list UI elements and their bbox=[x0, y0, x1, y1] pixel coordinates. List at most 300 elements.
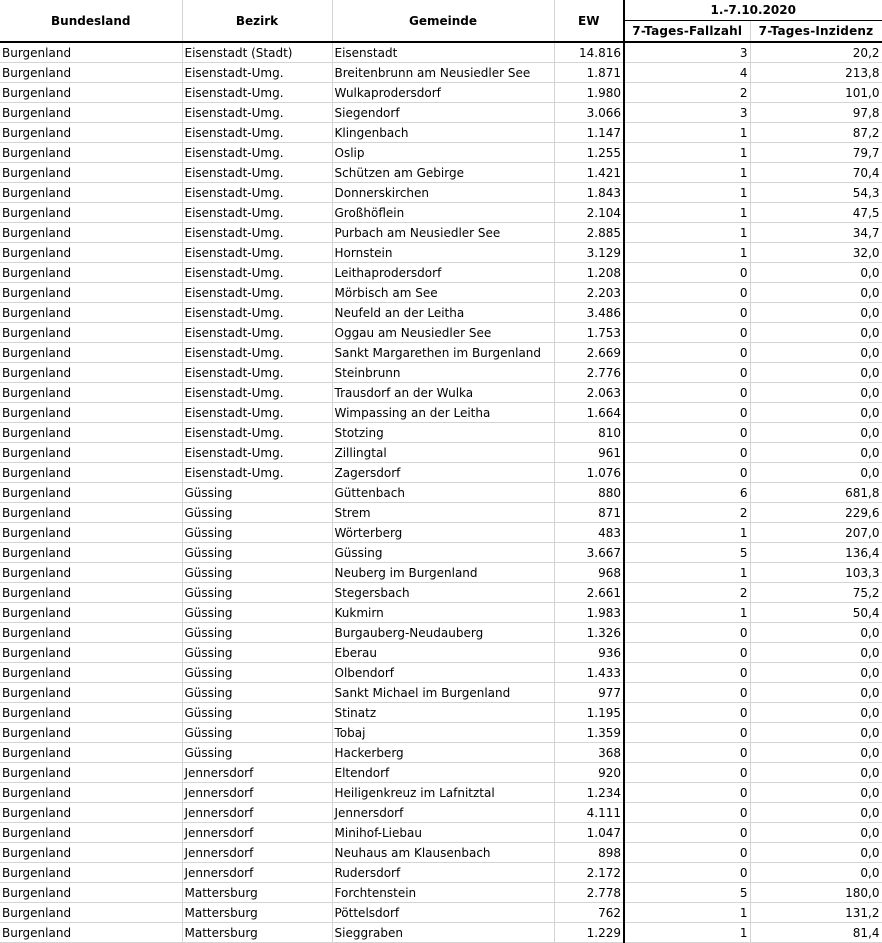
cell-fallzahl: 0 bbox=[624, 703, 750, 723]
cell-inzidenz: 0,0 bbox=[750, 463, 882, 483]
table-row bbox=[0, 223, 882, 243]
table-row bbox=[0, 363, 882, 383]
table-row bbox=[0, 463, 882, 483]
cell-ew: 1.664 bbox=[554, 403, 624, 423]
cell-ew: 961 bbox=[554, 443, 624, 463]
cell-bezirk: Güssing bbox=[182, 623, 332, 643]
cell-ew: 1.359 bbox=[554, 723, 624, 743]
cell-ew: 968 bbox=[554, 563, 624, 583]
table-row bbox=[0, 843, 882, 863]
cell-inzidenz: 47,5 bbox=[750, 203, 882, 223]
cell-bezirk: Jennersdorf bbox=[182, 843, 332, 863]
cell-bundesland: Burgenland bbox=[0, 563, 182, 583]
cell-inzidenz: 0,0 bbox=[750, 383, 882, 403]
header-period: 1.-7.10.2020 bbox=[624, 0, 882, 21]
cell-inzidenz: 213,8 bbox=[750, 63, 882, 83]
cell-ew: 2.669 bbox=[554, 343, 624, 363]
cell-bezirk: Jennersdorf bbox=[182, 763, 332, 783]
cell-bezirk: Jennersdorf bbox=[182, 863, 332, 883]
cell-fallzahl: 0 bbox=[624, 323, 750, 343]
cell-bezirk: Mattersburg bbox=[182, 923, 332, 943]
cell-inzidenz: 0,0 bbox=[750, 263, 882, 283]
cell-gemeinde: Wulkaprodersdorf bbox=[332, 83, 554, 103]
cell-ew: 1.076 bbox=[554, 463, 624, 483]
cell-gemeinde: Sankt Margarethen im Burgenland bbox=[332, 343, 554, 363]
cell-bezirk: Güssing bbox=[182, 563, 332, 583]
cell-bundesland: Burgenland bbox=[0, 603, 182, 623]
table-row bbox=[0, 883, 882, 903]
cell-bezirk: Mattersburg bbox=[182, 903, 332, 923]
cell-fallzahl: 0 bbox=[624, 663, 750, 683]
cell-gemeinde: Großhöflein bbox=[332, 203, 554, 223]
cell-fallzahl: 0 bbox=[624, 303, 750, 323]
cell-ew: 2.776 bbox=[554, 363, 624, 383]
cell-bezirk: Eisenstadt-Umg. bbox=[182, 203, 332, 223]
cell-inzidenz: 0,0 bbox=[750, 623, 882, 643]
cell-bundesland: Burgenland bbox=[0, 643, 182, 663]
table-row bbox=[0, 123, 882, 143]
cell-fallzahl: 2 bbox=[624, 83, 750, 103]
cell-fallzahl: 0 bbox=[624, 723, 750, 743]
cell-gemeinde: Sieggraben bbox=[332, 923, 554, 943]
cell-bezirk: Eisenstadt-Umg. bbox=[182, 383, 332, 403]
cell-gemeinde: Jennersdorf bbox=[332, 803, 554, 823]
cell-fallzahl: 1 bbox=[624, 143, 750, 163]
cell-bezirk: Güssing bbox=[182, 523, 332, 543]
cell-bezirk: Güssing bbox=[182, 663, 332, 683]
table-row bbox=[0, 503, 882, 523]
table-row bbox=[0, 183, 882, 203]
cell-bundesland: Burgenland bbox=[0, 803, 182, 823]
table-row bbox=[0, 523, 882, 543]
table-row bbox=[0, 263, 882, 283]
table-row bbox=[0, 423, 882, 443]
cell-inzidenz: 54,3 bbox=[750, 183, 882, 203]
cell-inzidenz: 0,0 bbox=[750, 403, 882, 423]
cell-bundesland: Burgenland bbox=[0, 783, 182, 803]
cell-bezirk: Eisenstadt-Umg. bbox=[182, 423, 332, 443]
cell-ew: 3.667 bbox=[554, 543, 624, 563]
cell-ew: 1.147 bbox=[554, 123, 624, 143]
cell-bundesland: Burgenland bbox=[0, 483, 182, 503]
cell-bundesland: Burgenland bbox=[0, 83, 182, 103]
cell-bundesland: Burgenland bbox=[0, 223, 182, 243]
cell-fallzahl: 2 bbox=[624, 503, 750, 523]
cell-inzidenz: 0,0 bbox=[750, 803, 882, 823]
cell-bezirk: Jennersdorf bbox=[182, 803, 332, 823]
table-row bbox=[0, 863, 882, 883]
cell-inzidenz: 101,0 bbox=[750, 83, 882, 103]
cell-fallzahl: 3 bbox=[624, 103, 750, 123]
cell-fallzahl: 0 bbox=[624, 263, 750, 283]
cell-inzidenz: 0,0 bbox=[750, 283, 882, 303]
cell-gemeinde: Neuhaus am Klausenbach bbox=[332, 843, 554, 863]
cell-bezirk: Eisenstadt-Umg. bbox=[182, 343, 332, 363]
cell-bundesland: Burgenland bbox=[0, 503, 182, 523]
cell-bundesland: Burgenland bbox=[0, 843, 182, 863]
cell-ew: 4.111 bbox=[554, 803, 624, 823]
cell-bezirk: Eisenstadt-Umg. bbox=[182, 323, 332, 343]
cell-ew: 936 bbox=[554, 643, 624, 663]
cell-inzidenz: 0,0 bbox=[750, 703, 882, 723]
cell-gemeinde: Burgauberg-Neudauberg bbox=[332, 623, 554, 643]
cell-fallzahl: 0 bbox=[624, 863, 750, 883]
cell-gemeinde: Güssing bbox=[332, 543, 554, 563]
cell-gemeinde: Zagersdorf bbox=[332, 463, 554, 483]
cell-ew: 1.229 bbox=[554, 923, 624, 943]
table-row bbox=[0, 483, 882, 503]
table-row bbox=[0, 303, 882, 323]
cell-inzidenz: 50,4 bbox=[750, 603, 882, 623]
cell-bezirk: Güssing bbox=[182, 723, 332, 743]
cell-bundesland: Burgenland bbox=[0, 423, 182, 443]
cell-ew: 483 bbox=[554, 523, 624, 543]
cell-ew: 977 bbox=[554, 683, 624, 703]
table-row bbox=[0, 823, 882, 843]
cell-bundesland: Burgenland bbox=[0, 743, 182, 763]
cell-bezirk: Güssing bbox=[182, 503, 332, 523]
cell-inzidenz: 0,0 bbox=[750, 343, 882, 363]
cell-inzidenz: 0,0 bbox=[750, 723, 882, 743]
header-inzidenz: 7-Tages-Inzidenz bbox=[750, 21, 882, 43]
cell-bundesland: Burgenland bbox=[0, 703, 182, 723]
cell-gemeinde: Zillingtal bbox=[332, 443, 554, 463]
table-row bbox=[0, 143, 882, 163]
table-row bbox=[0, 343, 882, 363]
table-row bbox=[0, 243, 882, 263]
cell-gemeinde: Hackerberg bbox=[332, 743, 554, 763]
cell-fallzahl: 0 bbox=[624, 423, 750, 443]
cell-fallzahl: 0 bbox=[624, 803, 750, 823]
cell-ew: 880 bbox=[554, 483, 624, 503]
cell-inzidenz: 97,8 bbox=[750, 103, 882, 123]
cell-bezirk: Eisenstadt-Umg. bbox=[182, 83, 332, 103]
cell-bezirk: Jennersdorf bbox=[182, 823, 332, 843]
cell-ew: 2.203 bbox=[554, 283, 624, 303]
cell-fallzahl: 3 bbox=[624, 42, 750, 63]
table-row bbox=[0, 723, 882, 743]
cell-bezirk: Eisenstadt-Umg. bbox=[182, 123, 332, 143]
cell-bundesland: Burgenland bbox=[0, 143, 182, 163]
table-row bbox=[0, 63, 882, 83]
cell-ew: 3.066 bbox=[554, 103, 624, 123]
cell-fallzahl: 0 bbox=[624, 843, 750, 863]
table-row bbox=[0, 643, 882, 663]
cell-ew: 3.129 bbox=[554, 243, 624, 263]
table-row bbox=[0, 683, 882, 703]
cell-bezirk: Jennersdorf bbox=[182, 783, 332, 803]
cell-inzidenz: 0,0 bbox=[750, 323, 882, 343]
cell-ew: 2.063 bbox=[554, 383, 624, 403]
cell-inzidenz: 79,7 bbox=[750, 143, 882, 163]
cell-gemeinde: Rudersdorf bbox=[332, 863, 554, 883]
cell-gemeinde: Eltendorf bbox=[332, 763, 554, 783]
cell-gemeinde: Güttenbach bbox=[332, 483, 554, 503]
cell-bundesland: Burgenland bbox=[0, 443, 182, 463]
cell-inzidenz: 0,0 bbox=[750, 443, 882, 463]
cell-fallzahl: 0 bbox=[624, 823, 750, 843]
cell-inzidenz: 180,0 bbox=[750, 883, 882, 903]
cell-bundesland: Burgenland bbox=[0, 723, 182, 743]
cell-bundesland: Burgenland bbox=[0, 403, 182, 423]
cell-fallzahl: 0 bbox=[624, 383, 750, 403]
cell-inzidenz: 0,0 bbox=[750, 683, 882, 703]
cell-inzidenz: 34,7 bbox=[750, 223, 882, 243]
cell-bundesland: Burgenland bbox=[0, 123, 182, 143]
table-row bbox=[0, 763, 882, 783]
cell-bundesland: Burgenland bbox=[0, 323, 182, 343]
table-row bbox=[0, 443, 882, 463]
cell-inzidenz: 81,4 bbox=[750, 923, 882, 943]
cell-gemeinde: Sankt Michael im Burgenland bbox=[332, 683, 554, 703]
cell-fallzahl: 1 bbox=[624, 603, 750, 623]
cell-gemeinde: Hornstein bbox=[332, 243, 554, 263]
table-row bbox=[0, 42, 882, 63]
table-row bbox=[0, 743, 882, 763]
cell-bundesland: Burgenland bbox=[0, 63, 182, 83]
table-row bbox=[0, 563, 882, 583]
cell-ew: 1.195 bbox=[554, 703, 624, 723]
cell-fallzahl: 0 bbox=[624, 623, 750, 643]
cell-inzidenz: 0,0 bbox=[750, 823, 882, 843]
cell-fallzahl: 1 bbox=[624, 903, 750, 923]
cell-gemeinde: Stinatz bbox=[332, 703, 554, 723]
cell-bezirk: Eisenstadt-Umg. bbox=[182, 283, 332, 303]
cell-ew: 1.983 bbox=[554, 603, 624, 623]
cell-bundesland: Burgenland bbox=[0, 763, 182, 783]
cell-ew: 2.885 bbox=[554, 223, 624, 243]
cell-fallzahl: 1 bbox=[624, 183, 750, 203]
cell-inzidenz: 0,0 bbox=[750, 783, 882, 803]
cell-fallzahl: 0 bbox=[624, 343, 750, 363]
header-ew: EW bbox=[554, 0, 624, 42]
cell-fallzahl: 0 bbox=[624, 283, 750, 303]
cell-fallzahl: 1 bbox=[624, 243, 750, 263]
cell-ew: 1.326 bbox=[554, 623, 624, 643]
cell-fallzahl: 2 bbox=[624, 583, 750, 603]
cell-gemeinde: Stotzing bbox=[332, 423, 554, 443]
cell-fallzahl: 0 bbox=[624, 763, 750, 783]
cell-fallzahl: 0 bbox=[624, 403, 750, 423]
cell-ew: 1.047 bbox=[554, 823, 624, 843]
cell-fallzahl: 1 bbox=[624, 123, 750, 143]
cell-bundesland: Burgenland bbox=[0, 103, 182, 123]
cell-gemeinde: Mörbisch am See bbox=[332, 283, 554, 303]
cell-bundesland: Burgenland bbox=[0, 42, 182, 63]
cell-fallzahl: 1 bbox=[624, 223, 750, 243]
table-body bbox=[0, 42, 882, 943]
cell-gemeinde: Oslip bbox=[332, 143, 554, 163]
cell-inzidenz: 20,2 bbox=[750, 42, 882, 63]
cell-bezirk: Güssing bbox=[182, 583, 332, 603]
cell-gemeinde: Neufeld an der Leitha bbox=[332, 303, 554, 323]
cell-inzidenz: 0,0 bbox=[750, 643, 882, 663]
cell-gemeinde: Wörterberg bbox=[332, 523, 554, 543]
cell-gemeinde: Steinbrunn bbox=[332, 363, 554, 383]
cell-ew: 2.172 bbox=[554, 863, 624, 883]
cell-inzidenz: 0,0 bbox=[750, 663, 882, 683]
cell-inzidenz: 0,0 bbox=[750, 863, 882, 883]
cell-gemeinde: Heiligenkreuz im Lafnitztal bbox=[332, 783, 554, 803]
cell-fallzahl: 4 bbox=[624, 63, 750, 83]
cell-bundesland: Burgenland bbox=[0, 463, 182, 483]
cell-gemeinde: Purbach am Neusiedler See bbox=[332, 223, 554, 243]
table-row bbox=[0, 623, 882, 643]
cell-fallzahl: 1 bbox=[624, 203, 750, 223]
table-row bbox=[0, 783, 882, 803]
cell-bezirk: Eisenstadt-Umg. bbox=[182, 243, 332, 263]
cell-gemeinde: Leithaprodersdorf bbox=[332, 263, 554, 283]
cell-bezirk: Eisenstadt-Umg. bbox=[182, 363, 332, 383]
cell-gemeinde: Siegendorf bbox=[332, 103, 554, 123]
cell-bundesland: Burgenland bbox=[0, 343, 182, 363]
cell-gemeinde: Breitenbrunn am Neusiedler See bbox=[332, 63, 554, 83]
table-row bbox=[0, 403, 882, 423]
cell-inzidenz: 75,2 bbox=[750, 583, 882, 603]
cell-fallzahl: 5 bbox=[624, 543, 750, 563]
cell-inzidenz: 0,0 bbox=[750, 763, 882, 783]
cell-ew: 1.433 bbox=[554, 663, 624, 683]
cell-bundesland: Burgenland bbox=[0, 183, 182, 203]
cell-ew: 368 bbox=[554, 743, 624, 763]
cell-bezirk: Eisenstadt (Stadt) bbox=[182, 42, 332, 63]
cell-ew: 3.486 bbox=[554, 303, 624, 323]
cell-ew: 1.255 bbox=[554, 143, 624, 163]
cell-bundesland: Burgenland bbox=[0, 263, 182, 283]
cell-ew: 1.753 bbox=[554, 323, 624, 343]
cell-inzidenz: 0,0 bbox=[750, 363, 882, 383]
cell-fallzahl: 0 bbox=[624, 363, 750, 383]
cell-fallzahl: 1 bbox=[624, 923, 750, 943]
cell-gemeinde: Trausdorf an der Wulka bbox=[332, 383, 554, 403]
cell-bundesland: Burgenland bbox=[0, 863, 182, 883]
cell-gemeinde: Donnerskirchen bbox=[332, 183, 554, 203]
cell-ew: 2.778 bbox=[554, 883, 624, 903]
cell-ew: 762 bbox=[554, 903, 624, 923]
cell-fallzahl: 5 bbox=[624, 883, 750, 903]
cell-bezirk: Güssing bbox=[182, 683, 332, 703]
cell-bundesland: Burgenland bbox=[0, 823, 182, 843]
cell-bundesland: Burgenland bbox=[0, 303, 182, 323]
cell-bezirk: Güssing bbox=[182, 643, 332, 663]
cell-ew: 14.816 bbox=[554, 42, 624, 63]
cell-gemeinde: Neuberg im Burgenland bbox=[332, 563, 554, 583]
cell-bezirk: Eisenstadt-Umg. bbox=[182, 183, 332, 203]
cell-gemeinde: Eberau bbox=[332, 643, 554, 663]
cell-gemeinde: Pöttelsdorf bbox=[332, 903, 554, 923]
cell-gemeinde: Minihof-Liebau bbox=[332, 823, 554, 843]
cell-inzidenz: 103,3 bbox=[750, 563, 882, 583]
cell-fallzahl: 6 bbox=[624, 483, 750, 503]
cell-fallzahl: 1 bbox=[624, 563, 750, 583]
cell-gemeinde: Olbendorf bbox=[332, 663, 554, 683]
cell-ew: 2.661 bbox=[554, 583, 624, 603]
table-row bbox=[0, 703, 882, 723]
cell-bezirk: Eisenstadt-Umg. bbox=[182, 63, 332, 83]
cell-gemeinde: Klingenbach bbox=[332, 123, 554, 143]
table-row bbox=[0, 283, 882, 303]
table-row bbox=[0, 383, 882, 403]
cell-inzidenz: 70,4 bbox=[750, 163, 882, 183]
cell-bundesland: Burgenland bbox=[0, 363, 182, 383]
cell-bezirk: Eisenstadt-Umg. bbox=[182, 143, 332, 163]
table-row bbox=[0, 103, 882, 123]
cell-fallzahl: 0 bbox=[624, 443, 750, 463]
cell-bezirk: Eisenstadt-Umg. bbox=[182, 163, 332, 183]
cell-fallzahl: 1 bbox=[624, 163, 750, 183]
cell-fallzahl: 0 bbox=[624, 643, 750, 663]
cell-inzidenz: 229,6 bbox=[750, 503, 882, 523]
cell-inzidenz: 87,2 bbox=[750, 123, 882, 143]
cell-ew: 1.421 bbox=[554, 163, 624, 183]
cell-bundesland: Burgenland bbox=[0, 923, 182, 943]
cell-gemeinde: Oggau am Neusiedler See bbox=[332, 323, 554, 343]
cell-bezirk: Güssing bbox=[182, 543, 332, 563]
cell-bezirk: Güssing bbox=[182, 703, 332, 723]
cell-bezirk: Mattersburg bbox=[182, 883, 332, 903]
header-gemeinde: Gemeinde bbox=[332, 0, 554, 42]
cell-inzidenz: 136,4 bbox=[750, 543, 882, 563]
table-row bbox=[0, 903, 882, 923]
cell-bezirk: Eisenstadt-Umg. bbox=[182, 443, 332, 463]
table-row bbox=[0, 163, 882, 183]
header-bezirk: Bezirk bbox=[182, 0, 332, 42]
cell-bundesland: Burgenland bbox=[0, 203, 182, 223]
cell-ew: 2.104 bbox=[554, 203, 624, 223]
cell-ew: 1.871 bbox=[554, 63, 624, 83]
cell-inzidenz: 0,0 bbox=[750, 423, 882, 443]
table-row bbox=[0, 803, 882, 823]
cell-inzidenz: 0,0 bbox=[750, 743, 882, 763]
cell-ew: 810 bbox=[554, 423, 624, 443]
cell-gemeinde: Strem bbox=[332, 503, 554, 523]
cell-bezirk: Eisenstadt-Umg. bbox=[182, 263, 332, 283]
table-row bbox=[0, 543, 882, 563]
cell-gemeinde: Schützen am Gebirge bbox=[332, 163, 554, 183]
header-fallzahl: 7-Tages-Fallzahl bbox=[624, 21, 750, 43]
header-bundesland: Bundesland bbox=[0, 0, 182, 42]
cell-ew: 1.843 bbox=[554, 183, 624, 203]
cell-bundesland: Burgenland bbox=[0, 523, 182, 543]
cell-inzidenz: 32,0 bbox=[750, 243, 882, 263]
cell-bundesland: Burgenland bbox=[0, 683, 182, 703]
table-row bbox=[0, 203, 882, 223]
cell-ew: 1.234 bbox=[554, 783, 624, 803]
cell-bundesland: Burgenland bbox=[0, 663, 182, 683]
table-row bbox=[0, 663, 882, 683]
cell-ew: 1.208 bbox=[554, 263, 624, 283]
cell-bezirk: Eisenstadt-Umg. bbox=[182, 463, 332, 483]
table-row bbox=[0, 83, 882, 103]
cell-bezirk: Eisenstadt-Umg. bbox=[182, 303, 332, 323]
cell-inzidenz: 207,0 bbox=[750, 523, 882, 543]
cell-bundesland: Burgenland bbox=[0, 383, 182, 403]
cell-bundesland: Burgenland bbox=[0, 283, 182, 303]
cell-inzidenz: 681,8 bbox=[750, 483, 882, 503]
cell-fallzahl: 0 bbox=[624, 743, 750, 763]
cell-bundesland: Burgenland bbox=[0, 243, 182, 263]
cell-fallzahl: 0 bbox=[624, 783, 750, 803]
cell-bezirk: Eisenstadt-Umg. bbox=[182, 103, 332, 123]
cell-bundesland: Burgenland bbox=[0, 903, 182, 923]
cell-ew: 920 bbox=[554, 763, 624, 783]
cell-gemeinde: Tobaj bbox=[332, 723, 554, 743]
cell-bezirk: Güssing bbox=[182, 743, 332, 763]
cell-inzidenz: 0,0 bbox=[750, 303, 882, 323]
cell-gemeinde: Eisenstadt bbox=[332, 42, 554, 63]
cell-fallzahl: 0 bbox=[624, 683, 750, 703]
cell-bezirk: Güssing bbox=[182, 603, 332, 623]
